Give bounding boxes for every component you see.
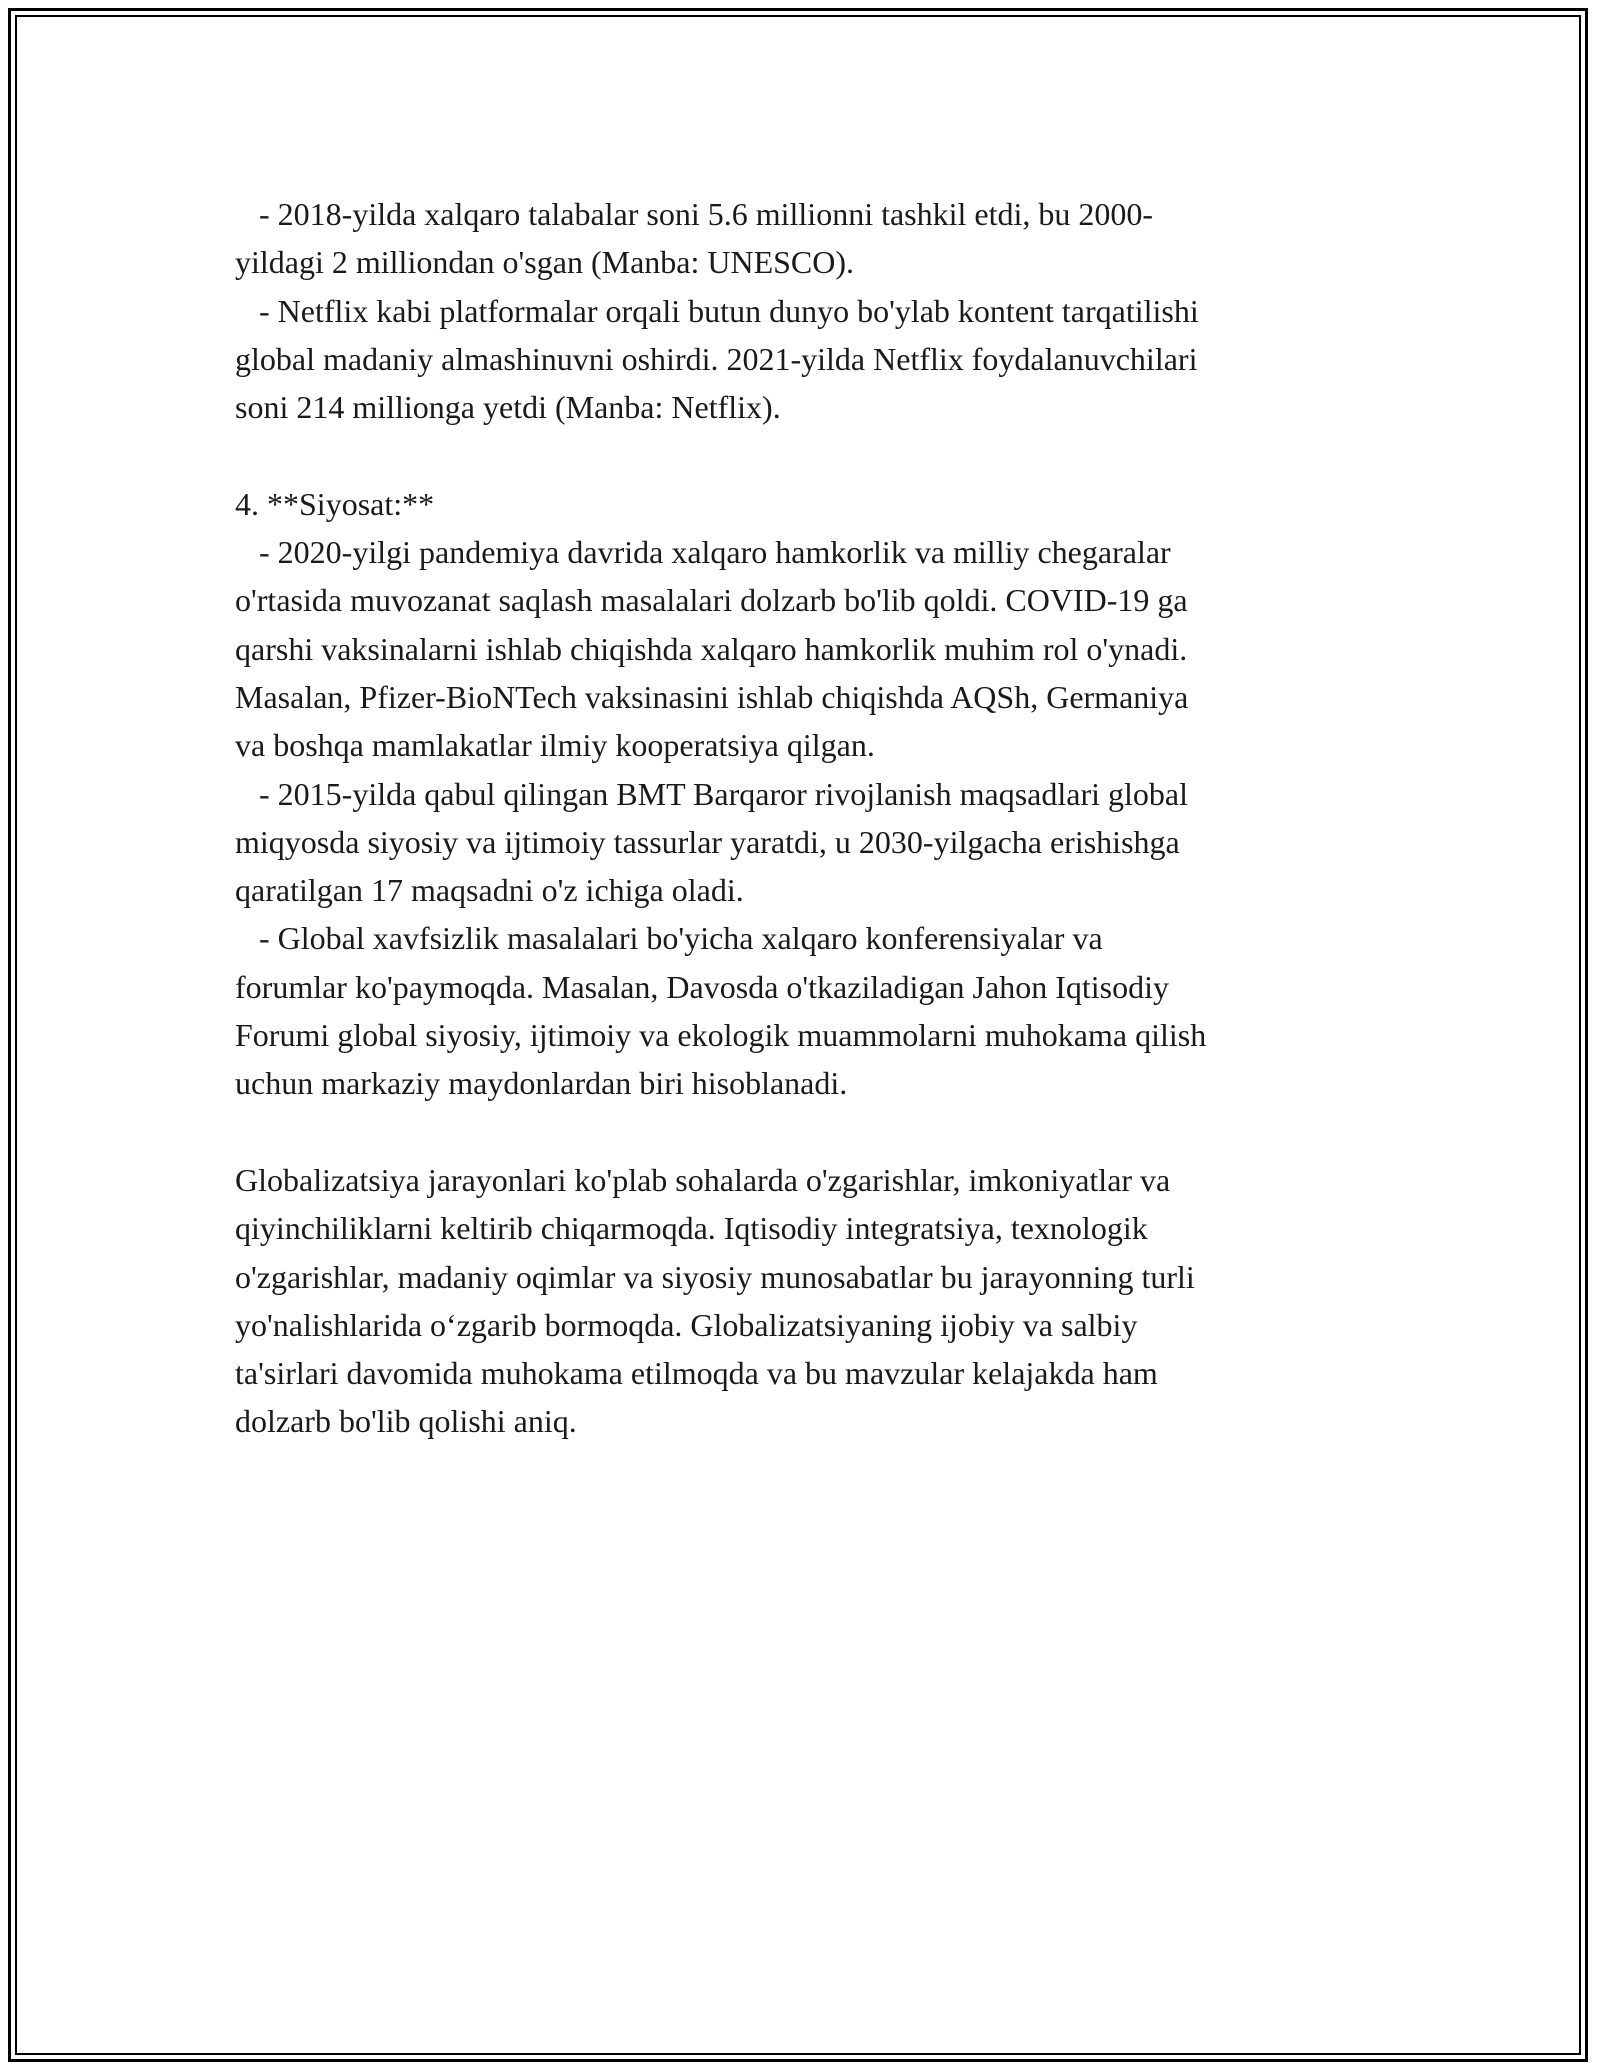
text-line: - Global xavfsizlik masalalari bo'yicha xalqaro konferensiyalar va <box>235 920 1103 957</box>
text-line: Masalan, Pfizer-BioNTech vaksinasini ishlab chiqishda AQSh, Germaniya <box>235 678 1189 715</box>
text-line: - 2015-yilda qabul qilingan BMT Barqaror rivojlanish maqsadlari global <box>235 775 1188 812</box>
text-line: o'zgarishlar, madaniy oqimlar va siyosiy munosabatlar bu jarayonning turli <box>235 1258 1195 1295</box>
text-line: uchun markaziy maydonlardan biri hisoblanadi. <box>235 1065 848 1102</box>
text-line: va boshqa mamlakatlar ilmiy kooperatsiya qilgan. <box>235 727 875 764</box>
text-line: yo'nalishlarida o‘zgarib bormoqda. Globalizatsiyaning ijobiy va salbiy <box>235 1306 1138 1343</box>
text-line: soni 214 millionga yetdi (Manba: Netflix). <box>235 389 781 426</box>
document-body <box>235 190 1370 1446</box>
section-heading: 4. **Siyosat:** <box>235 485 435 522</box>
text-line: - 2020-yilgi pandemiya davrida xalqaro hamkorlik va milliy chegaralar <box>235 534 1171 571</box>
text-line: global madaniy almashinuvni oshirdi. 2021-yilda Netflix foydalanuvchilari <box>235 340 1198 377</box>
text-line: qarshi vaksinalarni ishlab chiqishda xalqaro hamkorlik muhim rol o'ynadi. <box>235 630 1188 667</box>
text-line: yildagi 2 milliondan o'sgan (Manba: UNESCO). <box>235 244 855 281</box>
text-line: Forumi global siyosiy, ijtimoiy va ekologik muammolarni muhokama qilish <box>235 1017 1207 1054</box>
text-line: dolzarb bo'lib qolishi aniq. <box>235 1403 577 1440</box>
text-line: forumlar ko'paymoqda. Masalan, Davosda o'tkaziladigan Jahon Iqtisodiy <box>235 968 1169 1005</box>
text-line: o'rtasida muvozanat saqlash masalalari dolzarb bo'lib qoldi. COVID-19 ga <box>235 582 1188 619</box>
text-line: Globalizatsiya jarayonlari ko'plab sohalarda o'zgarishlar, imkoniyatlar va <box>235 1161 1171 1198</box>
text-line: qiyinchiliklarni keltirib chiqarmoqda. Iqtisodiy integratsiya, texnologik <box>235 1210 1148 1247</box>
text-line: qaratilgan 17 maqsadni o'z ichiga oladi. <box>235 872 744 909</box>
text-line: - Netflix kabi platformalar orqali butun dunyo bo'ylab kontent tarqatilishi <box>235 292 1199 329</box>
text-line: ta'sirlari davomida muhokama etilmoqda va bu mavzular kelajakda ham <box>235 1355 1158 1392</box>
paragraph-spacer <box>235 1108 1370 1156</box>
text-line: miqyosda siyosiy va ijtimoiy tassurlar yaratdi, u 2030-yilgacha erishishga <box>235 823 1180 860</box>
text-line: - 2018-yilda xalqaro talabalar soni 5.6 millionni tashkil etdi, bu 2000- <box>235 196 1154 232</box>
paragraph-spacer <box>235 431 1370 479</box>
